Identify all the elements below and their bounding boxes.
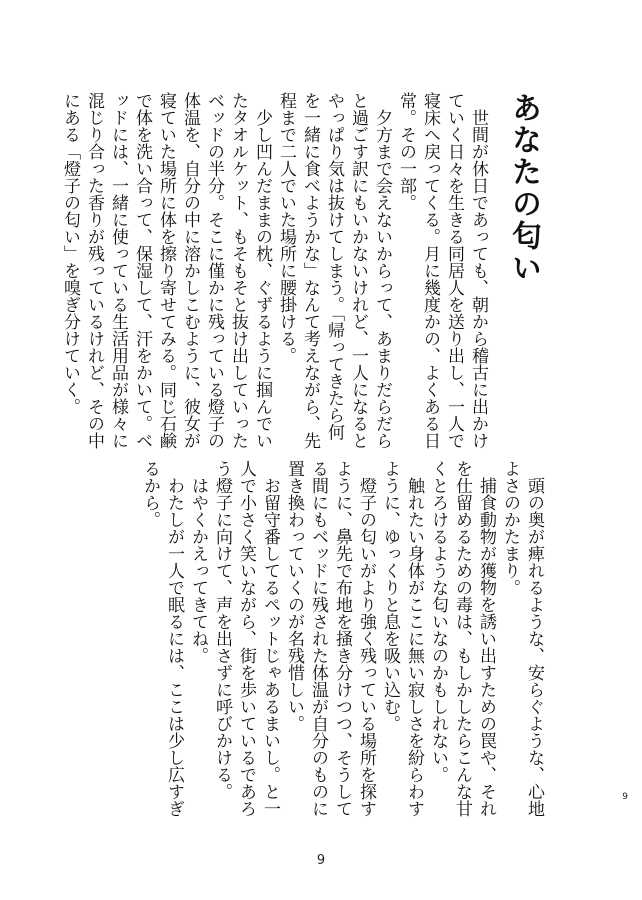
- paragraph: 捕食動物が獲物を誘い出すための罠や、それを仕留めるための毒は、もしかしたらこんな甘くとろけるような匂いなのかもしれない。: [428, 460, 496, 817]
- margin-page-number: 9: [622, 792, 628, 802]
- paragraph: 世間が休日であっても、朝から稽古に出かけていく日々を生きる同居人を送り出し、一人で寝床へ戻ってくる。月に幾度かの、よくある日常。その一部。: [396, 92, 488, 449]
- paragraph: 触れたい身体がここに無い寂しさを紛らわすように、ゆっくりと息を吸い込む。: [380, 460, 424, 817]
- paragraph: はやくかえってきてね。: [188, 477, 208, 664]
- paragraph: お留守番してるペットじゃあるまいし。と一人で小さく笑いながら、街を歩いているであろう燈子に向けて、声を出さずに呼びかける。: [212, 460, 280, 817]
- upper-text-block: [60, 92, 546, 452]
- page-number: 9: [316, 853, 326, 868]
- paragraph: わたしが一人で眠るには、ここは少し広すぎるから。: [140, 460, 184, 817]
- paragraph: 頭の奥が痺れるような、安らぐような、心地よさのかたまり。: [500, 460, 544, 817]
- paragraph: 燈子の匂いがより強く残っている場所を探すように、鼻先で布地を掻き分けつつ、そうしてる間にもベッドに残された体温が自分のものに置き換わっていくのが名残惜しい。: [284, 460, 376, 817]
- paragraph: 夕方まで会えないからって、あまりだらだらと過ごす訳にもいかないけれど、一人になるとやっぱり気は抜けてしまう。「帰ってきたら何を一緒に食べようかな」なんて考えながら、先程まで二人でいた場所に腰掛ける。: [276, 92, 392, 449]
- story-title: あなたの匂い: [506, 92, 541, 284]
- lower-text-block: [126, 460, 546, 820]
- paragraph: 少し凹んだままの枕、ぐずるように掴んでいたタオルケット、もそもそと抜け出していったベッドの半分。そこに僅かに残っている燈子の体温を、自分の中に溶かしこむように、彼女が寝ていた場所に体を擦り寄せてみる。同じ石鹸で体を洗い合って、保湿して、汗をかいて。ベッドには、一緒に使っている生活用品が様々に混じり合った香りが残っているけれど、その中にある「燈子の匂い」を嗅ぎ分けていく。: [60, 92, 272, 449]
